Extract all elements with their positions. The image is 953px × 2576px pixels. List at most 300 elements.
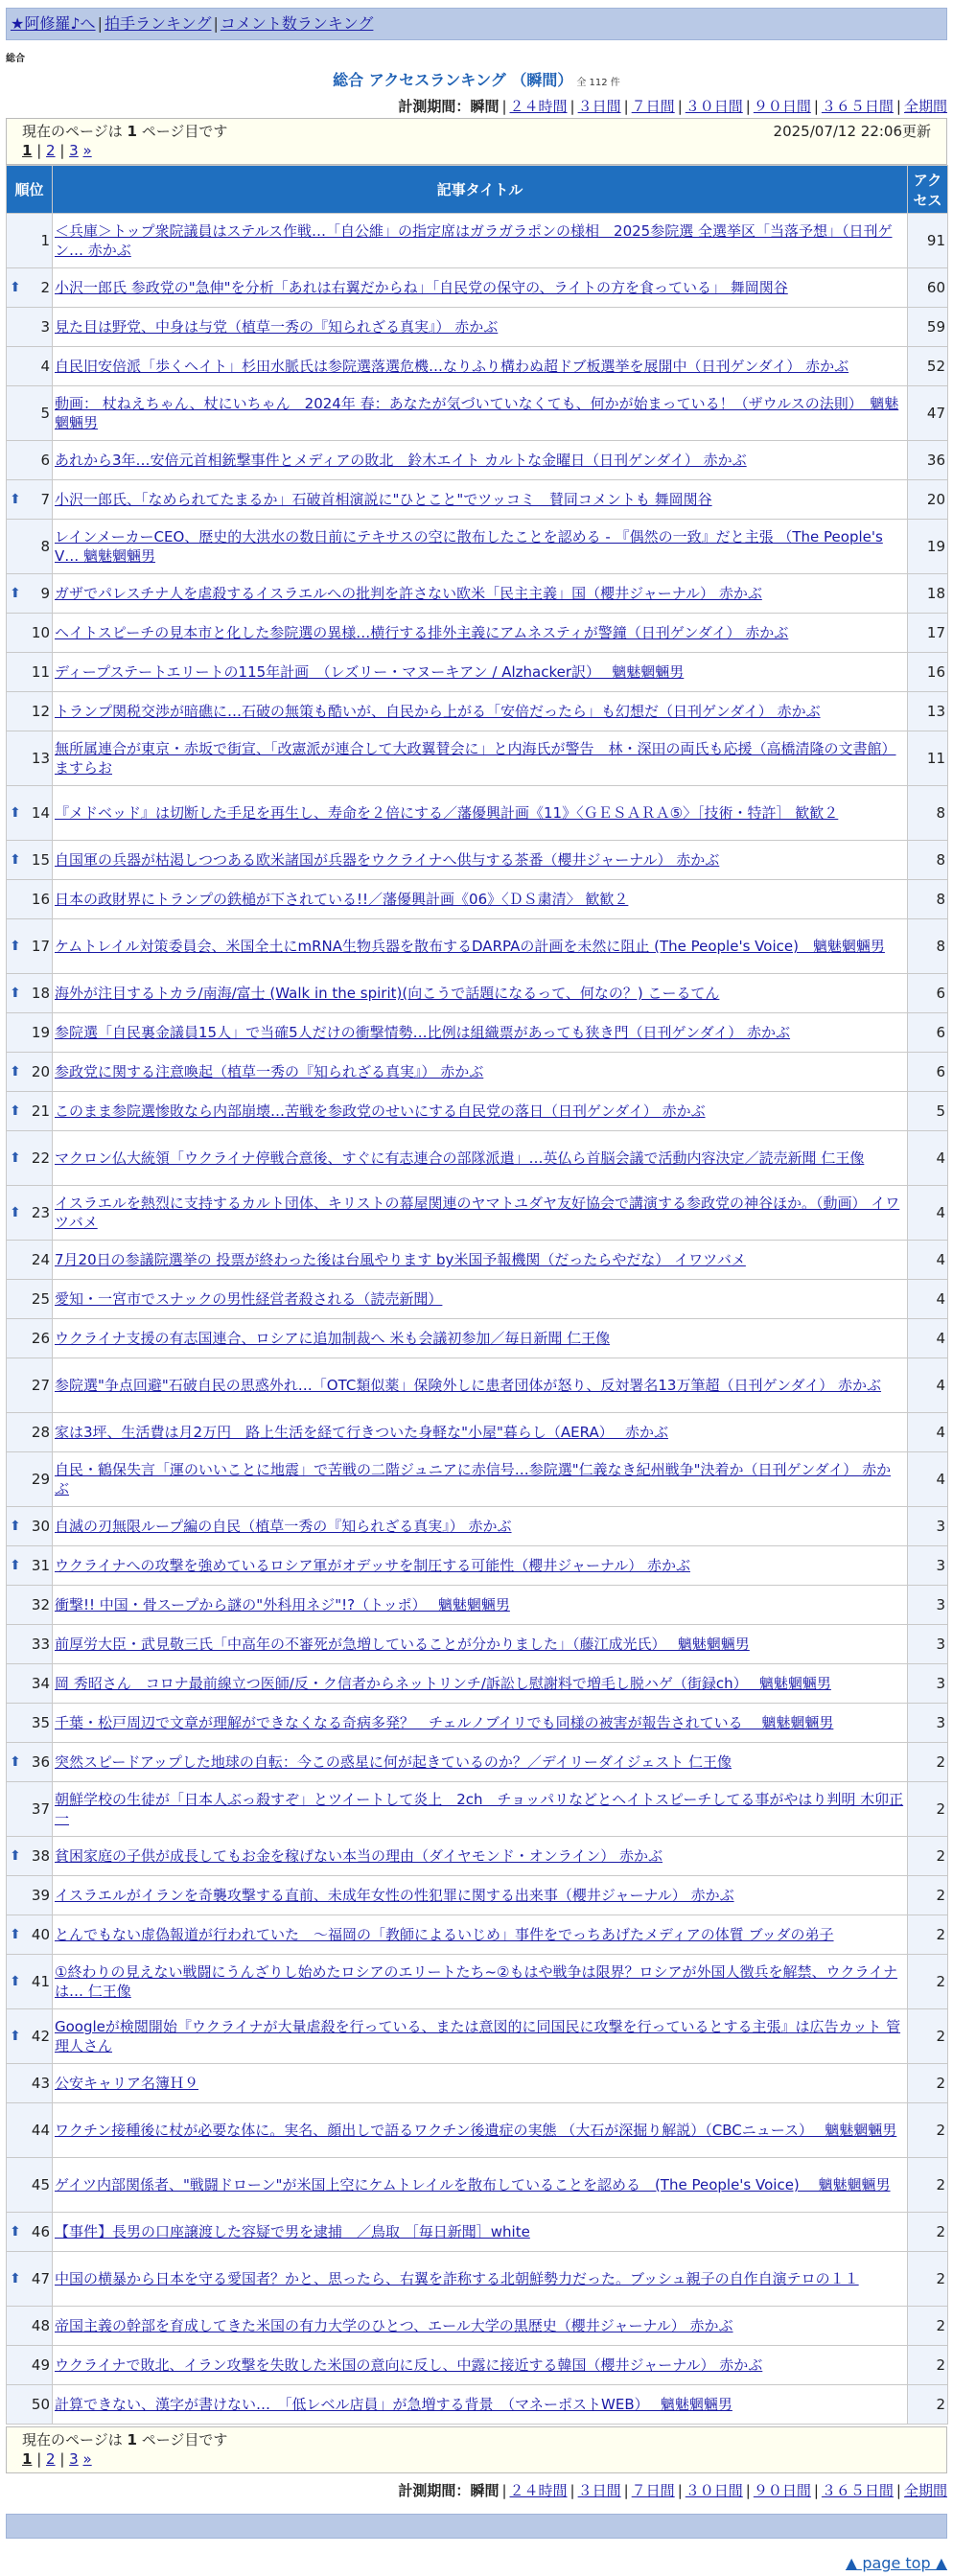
- article-link[interactable]: 自民旧安倍派「歩くヘイト」杉田水脈氏は参院選落選危機…なりふり構わぬ超ドブ板選挙を展開中（日刊ゲンダイ） 赤かぶ: [55, 358, 849, 375]
- article-link[interactable]: 【事件】長男の口座譲渡した容疑で男を逮捕 ／鳥取 ［毎日新聞］white: [55, 2223, 530, 2240]
- up-arrow-icon: ⬆: [10, 805, 21, 821]
- access-count: 2: [908, 1782, 948, 1837]
- article-link[interactable]: ウクライナで敗北、イラン攻撃を失敗した米国の意向に反し、中露に接近する韓国（櫻井ジャーナル） 赤かぶ: [55, 2356, 763, 2374]
- title-cell: [53, 1955, 908, 2009]
- up-arrow-icon: ⬆: [10, 1519, 21, 1534]
- article-link[interactable]: ＜兵庫＞トップ衆院議員はステルス作戦…「自公維」の指定席はガラガラポンの様相 2025参院選 全選挙区「当落予想」（日刊ゲン… 赤かぶ: [55, 222, 893, 259]
- period-separator: |: [745, 98, 751, 115]
- access-count: 59: [908, 308, 948, 347]
- rank-cell: [7, 2103, 53, 2158]
- rank-number: 19: [31, 1024, 50, 1041]
- title-cell: [53, 2158, 908, 2213]
- access-count: 2: [908, 1915, 948, 1955]
- period-link-2[interactable]: ７日間: [631, 2482, 675, 2499]
- table-row: [7, 1452, 948, 1507]
- page-link-2[interactable]: 2: [46, 2450, 56, 2468]
- article-link[interactable]: とんでもない虚偽報道が行われていた ～福岡の「教師によるいじめ」事件をでっちあげたメディアの体質 ブッダの弟子: [55, 1926, 834, 1943]
- rank-cell: [7, 268, 53, 308]
- access-count: 3: [908, 1704, 948, 1743]
- rank-cell: [7, 2252, 53, 2307]
- up-arrow-icon: ⬆: [10, 1848, 21, 1864]
- table-row: [7, 1915, 948, 1955]
- page-link-3[interactable]: 3: [69, 2450, 79, 2468]
- rank-cell: [7, 386, 53, 441]
- rank-number: 42: [31, 2028, 50, 2045]
- title-cell: [53, 1319, 908, 1358]
- period-separator: |: [677, 98, 683, 115]
- period-separator: |: [813, 98, 819, 115]
- title-cell: [53, 1013, 908, 1053]
- article-link[interactable]: 日本の政財界にトランプの鉄槌が下されている!!／藩優興計画《06》〈ＤＳ粛清〉 歓歓２: [55, 891, 629, 908]
- table-row: [7, 1664, 948, 1704]
- rank-number: 32: [31, 1596, 50, 1613]
- title-cell: [53, 480, 908, 520]
- current-page-text: 現在のページは 1 ページ目です: [22, 123, 228, 140]
- article-link[interactable]: 衝撃!! 中国・骨スープから謎の"外科用ネジ"!?（トッポ） 魑魅魍魎男: [55, 1596, 510, 1613]
- rank-number: 13: [31, 750, 50, 767]
- page-link-1[interactable]: 1: [22, 2450, 33, 2468]
- article-link[interactable]: イスラエルがイランを奇襲攻撃する直前、未成年女性の性犯罪に関する出来事（櫻井ジャーナル） 赤かぶ: [55, 1887, 734, 1904]
- access-count: 2: [908, 2064, 948, 2103]
- table-row: [7, 308, 948, 347]
- item-count: 全 112 件: [576, 78, 620, 88]
- period-separator: |: [569, 2482, 575, 2499]
- article-link[interactable]: トランプ関税交渉が暗礁に…石破の無策も酷いが、自民から上がる「安倍だったら」も幻想だ（日刊ゲンダイ） 赤かぶ: [55, 703, 821, 720]
- access-count: 4: [908, 1452, 948, 1507]
- rank-cell: [7, 2213, 53, 2252]
- page-link-3[interactable]: 3: [69, 142, 79, 159]
- rank-number: 21: [31, 1102, 50, 1120]
- table-row: [7, 1837, 948, 1876]
- rank-number: 46: [31, 2223, 50, 2240]
- period-link-5[interactable]: ３６５日間: [821, 2482, 894, 2499]
- rank-cell: [7, 1915, 53, 1955]
- rank-number: 6: [40, 452, 50, 469]
- access-count: 6: [908, 1053, 948, 1092]
- table-row: [7, 2346, 948, 2385]
- title-cell: [53, 347, 908, 386]
- nav-clap-ranking-link[interactable]: 拍手ランキング: [104, 14, 212, 33]
- article-link[interactable]: 愛知・一宮市でスナックの男性経営者殺される（読売新聞）: [55, 1290, 443, 1308]
- page-separator: |: [32, 142, 47, 159]
- table-row: [7, 2385, 948, 2425]
- article-link[interactable]: 自滅の刃無限ループ編の自民（植草一秀の『知られざる真実』） 赤かぶ: [55, 1518, 512, 1535]
- page-link-1[interactable]: 1: [22, 142, 33, 159]
- article-link[interactable]: 家は3坪、生活費は月2万円 路上生活を経て行きついた身軽な"小屋"暮らし（AERA） 赤かぶ: [55, 1424, 668, 1441]
- article-link[interactable]: ケムトレイル対策委員会、米国全土にmRNA生物兵器を散布するDARPAの計画を未然に阻止 (The People's Voice) 魑魅魍魎男: [55, 938, 885, 955]
- title-cell: [53, 1280, 908, 1319]
- rank-cell: [7, 480, 53, 520]
- article-link[interactable]: マクロン仏大統領「ウクライナ停戦合意後、すぐに有志連合の部隊派遣」…英仏ら首脳会議で活動内容決定／読売新聞 仁王像: [55, 1149, 865, 1167]
- period-link-6[interactable]: 全期間: [903, 2482, 947, 2499]
- access-count: 2: [908, 2103, 948, 2158]
- table-row: [7, 480, 948, 520]
- up-arrow-icon: ⬆: [10, 2029, 21, 2044]
- table-row: [7, 880, 948, 919]
- rank-number: 5: [40, 405, 50, 422]
- period-selector: [6, 97, 947, 116]
- table-row: [7, 2009, 948, 2064]
- table-row: [7, 268, 948, 308]
- page-separator: |: [55, 142, 70, 159]
- title-cell: [53, 308, 908, 347]
- up-arrow-icon: ⬆: [10, 939, 21, 954]
- title-cell: [53, 1586, 908, 1625]
- article-link[interactable]: 参政党に関する注意喚起（植草一秀の『知られざる真実』） 赤かぶ: [55, 1063, 484, 1080]
- rank-cell: [7, 2346, 53, 2385]
- nav-home-link[interactable]: ★阿修羅♪へ: [11, 14, 96, 33]
- top-navigation: [6, 8, 947, 40]
- pagination-box-bottom: [6, 2426, 947, 2473]
- title-cell: [53, 786, 908, 841]
- title-cell: [53, 1704, 908, 1743]
- period-link-3[interactable]: ３０日間: [685, 2482, 743, 2499]
- rank-cell: [7, 974, 53, 1013]
- access-count: 4: [908, 1186, 948, 1241]
- rank-number: 34: [31, 1675, 50, 1692]
- up-arrow-icon: ⬆: [10, 1974, 21, 1989]
- page-top-link[interactable]: ▲ page top ▲: [845, 2554, 947, 2572]
- rank-cell: [7, 1955, 53, 2009]
- nav-separator: |: [97, 14, 103, 33]
- article-link[interactable]: あれから3年…安倍元首相銃撃事件とメディアの敗北 鈴木エイト カルトな金曜日（日刊ゲンダイ） 赤かぶ: [55, 452, 747, 469]
- title-cell: [53, 2307, 908, 2346]
- up-arrow-icon: ⬆: [10, 1754, 21, 1770]
- table-row: [7, 1092, 948, 1131]
- article-link[interactable]: 計算できない、漢字が書けない… 「低レベル店員」が急増する背景 （マネーポストWEB） 魑魅魍魎男: [55, 2396, 732, 2413]
- rank-number: 28: [31, 1424, 50, 1441]
- title-cell: [53, 692, 908, 731]
- pagination-box-top: [6, 118, 947, 165]
- page: [6, 0, 947, 2576]
- article-link[interactable]: 朝鮮学校の生徒が「日本人ぶっ殺すぞ」とツイートして炎上 2ch チョッパリなどとヘイトスピーチしてる事がやはり判明 木卯正一: [55, 1791, 904, 1827]
- title-cell: [53, 2103, 908, 2158]
- access-count: 2: [908, 1955, 948, 2009]
- access-count: 36: [908, 441, 948, 480]
- table-row: [7, 347, 948, 386]
- period-label: 計測期間：: [398, 98, 471, 115]
- title-cell: [53, 574, 908, 614]
- rank-cell: [7, 1280, 53, 1319]
- title-cell: [53, 520, 908, 574]
- period-link-0[interactable]: ２４時間: [509, 98, 568, 115]
- table-row: [7, 386, 948, 441]
- title-cell: [53, 2252, 908, 2307]
- period-current: 瞬間: [470, 98, 500, 115]
- article-link[interactable]: 『メドベッド』は切断した手足を再生し、寿命を２倍にする／藩優興計画《11》〈ＧＥＳＡＲＡ⑤〉［技術・特許］ 歓歓２: [55, 804, 839, 822]
- period-separator: |: [623, 98, 629, 115]
- rank-cell: [7, 2158, 53, 2213]
- article-link[interactable]: ウクライナへの攻撃を強めているロシア軍がオデッサを制圧する可能性（櫻井ジャーナル） 赤かぶ: [55, 1557, 690, 1574]
- period-link-1[interactable]: ３日間: [577, 98, 621, 115]
- article-link[interactable]: 貧困家庭の子供が成長してもお金を稼げない本当の理由（ダイヤモンド・オンライン） 赤かぶ: [55, 1847, 663, 1865]
- rank-cell: [7, 214, 53, 268]
- rank-cell: [7, 1452, 53, 1507]
- article-link[interactable]: ワクチン接種後に杖が必要な体に。実名、顔出しで語るワクチン後遺症の実態 （大石が深掘り解説）（CBCニュース） 魑魅魍魎男: [55, 2122, 897, 2139]
- article-link[interactable]: 千葉・松戸周辺で文章が理解ができなくなる奇病多発？ チェルノブイリでも同様の被害が報告されている 魑魅魍魎男: [55, 1714, 834, 1731]
- table-row: [7, 919, 948, 974]
- article-link[interactable]: イスラエルを熱烈に支持するカルト団体、キリストの幕屋関連のヤマトユダヤ友好協会で講演する参政党の神谷ほか。（動画） イワツバメ: [55, 1195, 900, 1231]
- table-row: [7, 1413, 948, 1452]
- period-separator: |: [745, 2482, 751, 2499]
- title-cell: [53, 614, 908, 653]
- access-count: 3: [908, 1586, 948, 1625]
- up-arrow-icon: ⬆: [10, 1064, 21, 1079]
- access-count: 4: [908, 1358, 948, 1413]
- rank-number: 18: [31, 985, 50, 1002]
- up-arrow-icon: ⬆: [10, 2224, 21, 2239]
- up-arrow-icon: ⬆: [10, 586, 21, 601]
- rank-number: 17: [31, 938, 50, 955]
- access-count: 20: [908, 480, 948, 520]
- nav-separator: |: [213, 14, 219, 33]
- period-separator: |: [501, 2482, 507, 2499]
- title-cell: [53, 2385, 908, 2425]
- article-link[interactable]: 動画： 杖ねえちゃん、杖にいちゃん 2024年 春：あなたが気づいていなくても、何かが始まっている！（ザウルスの法則） 魑魅魍魎男: [55, 395, 899, 431]
- table-row: [7, 1704, 948, 1743]
- table-row: [7, 1782, 948, 1837]
- article-link[interactable]: 海外が注目するトカラ/南海/富士 (Walk in the spirit)(向こうで話題になるって、何なの？) こーるてん: [55, 985, 720, 1002]
- rank-cell: [7, 1837, 53, 1876]
- article-link[interactable]: 小沢一郎氏、「なめられてたまるか」石破首相演説に"ひとこと"でツッコミ 賛同コメントも 舞岡関谷: [55, 491, 712, 508]
- table-row: [7, 1241, 948, 1280]
- rank-number: 15: [31, 851, 50, 869]
- title-cell: [53, 919, 908, 974]
- page-top-area: [6, 2554, 947, 2576]
- table-row: [7, 692, 948, 731]
- rank-cell: [7, 1186, 53, 1241]
- page-links: [22, 141, 931, 160]
- table-row: [7, 214, 948, 268]
- up-arrow-icon: ⬆: [10, 852, 21, 868]
- rank-cell: [7, 2064, 53, 2103]
- period-link-5[interactable]: ３６５日間: [821, 98, 894, 115]
- rank-cell: [7, 731, 53, 786]
- rank-cell: [7, 2009, 53, 2064]
- period-link-4[interactable]: ９０日間: [753, 2482, 811, 2499]
- rank-cell: [7, 1586, 53, 1625]
- access-count: 2: [908, 2252, 948, 2307]
- article-link[interactable]: ①終わりの見えない戦闘にうんざりし始めたロシアのエリートたち~②もはや戦争は限界？ロシアが外国人徴兵を解禁、ウクライナは… 仁王像: [55, 1963, 898, 2000]
- up-arrow-icon: ⬆: [10, 1150, 21, 1166]
- up-arrow-icon: ⬆: [10, 986, 21, 1001]
- article-link[interactable]: 岡 秀昭さん コロナ最前線立つ医師/反・ク信者からネットリンチ/訴訟し慰謝料で増毛し脱ハゲ（街録ch） 魑魅魍魎男: [55, 1675, 831, 1692]
- title-cell: [53, 1413, 908, 1452]
- rank-header: 順位: [7, 166, 53, 214]
- rank-cell: [7, 1013, 53, 1053]
- article-link[interactable]: 小沢一郎氏 参政党の"急伸"を分析「あれは右翼だからね」「自民党の保守の、ライトの方を食っている」 舞岡関谷: [55, 279, 788, 296]
- article-link[interactable]: 自国軍の兵器が枯渇しつつある欧米諸国が兵器をウクライナへ供与する茶番（櫻井ジャーナル） 赤かぶ: [55, 851, 720, 869]
- article-link[interactable]: 参院選「自民裏金議員15人」で当確5人だけの衝撃情勢…比例は組織票があっても狭き門（日刊ゲンダイ） 赤かぶ: [55, 1024, 791, 1041]
- access-count: 2: [908, 1837, 948, 1876]
- period-separator: |: [623, 2482, 629, 2499]
- rank-number: 38: [31, 1847, 50, 1865]
- title-cell: [53, 1241, 908, 1280]
- period-link-1[interactable]: ３日間: [577, 2482, 621, 2499]
- article-link[interactable]: このまま参院選惨敗なら内部崩壊…苦戦を参政党のせいにする自民党の落日（日刊ゲンダイ） 赤かぶ: [55, 1102, 706, 1120]
- title-cell: [53, 1782, 908, 1837]
- title-cell: [53, 1876, 908, 1915]
- table-row: [7, 441, 948, 480]
- table-row: [7, 1507, 948, 1546]
- rank-cell: [7, 1131, 53, 1186]
- rank-number: 39: [31, 1887, 50, 1904]
- rank-cell: [7, 653, 53, 692]
- access-count: 8: [908, 786, 948, 841]
- article-link[interactable]: 公安キャリア名簿Ｈ９: [55, 2075, 199, 2092]
- title-cell: [53, 974, 908, 1013]
- rank-number: 44: [31, 2122, 50, 2139]
- article-link[interactable]: 見た目は野党、中身は与党（植草一秀の『知られざる真実』） 赤かぶ: [55, 318, 499, 336]
- table-row: [7, 1358, 948, 1413]
- access-count: 4: [908, 1131, 948, 1186]
- rank-cell: [7, 1053, 53, 1092]
- access-count: 4: [908, 1241, 948, 1280]
- article-link[interactable]: 無所属連合が東京・赤坂で街宣、「改憲派が連合して大政翼賛会に」と内海氏が警告 林・深田の両氏も応援（高橋清隆の文書館） ますらお: [55, 740, 896, 777]
- access-count: 2: [908, 2158, 948, 2213]
- rank-number: 26: [31, 1330, 50, 1347]
- article-link[interactable]: 帝国主義の幹部を育成してきた米国の有力大学のひとつ、エール大学の黒歴史（櫻井ジャーナル） 赤かぶ: [55, 2317, 733, 2334]
- rank-number: 12: [31, 703, 50, 720]
- access-count: 3: [908, 1507, 948, 1546]
- access-count: 17: [908, 614, 948, 653]
- title-cell: [53, 2213, 908, 2252]
- up-arrow-icon: ⬆: [10, 492, 21, 507]
- table-row: [7, 1743, 948, 1782]
- table-row: [7, 841, 948, 880]
- access-count: 2: [908, 2009, 948, 2064]
- table-row: [7, 1955, 948, 2009]
- rank-number: 2: [40, 279, 50, 296]
- period-link-2[interactable]: ７日間: [631, 98, 675, 115]
- article-link[interactable]: 自民・鶴保失言「運のいいことに地震」で苦戦の二階ジュニアに赤信号…参院選"仁義なき紀州戦争"決着か（日刊ゲンダイ） 赤かぶ: [55, 1461, 892, 1497]
- title-cell: [53, 2009, 908, 2064]
- rank-cell: [7, 614, 53, 653]
- article-link[interactable]: レインメーカーCEO、歴史的大洪水の数日前にテキサスの空に散布したことを認める - 『偶然の一致』だと主張 （The People's V… 魑魅魍魎男: [55, 528, 883, 565]
- rank-cell: [7, 880, 53, 919]
- page-link-2[interactable]: 2: [46, 142, 56, 159]
- rank-number: 22: [31, 1149, 50, 1167]
- access-count: 3: [908, 1625, 948, 1664]
- rank-cell: [7, 574, 53, 614]
- access-header: アク セス: [908, 166, 948, 214]
- rank-number: 35: [31, 1714, 50, 1731]
- table-row: [7, 1876, 948, 1915]
- current-page-text: 現在のページは 1 ページ目です: [22, 2431, 228, 2448]
- period-separator: |: [895, 98, 901, 115]
- rank-number: 1: [40, 232, 50, 249]
- nav-comment-ranking-link[interactable]: コメント数ランキング: [220, 14, 374, 33]
- access-count: 19: [908, 520, 948, 574]
- period-link-0[interactable]: ２４時間: [509, 2482, 568, 2499]
- rank-number: 9: [40, 585, 50, 602]
- period-separator: |: [569, 98, 575, 115]
- up-arrow-icon: ⬆: [10, 2271, 21, 2286]
- period-link-4[interactable]: ９０日間: [753, 98, 811, 115]
- next-page-link[interactable]: »: [82, 2450, 92, 2468]
- access-count: 2: [908, 1743, 948, 1782]
- table-row: [7, 2064, 948, 2103]
- article-link[interactable]: 突然スピードアップした地球の自転：今この惑星に何が起きているのか？／デイリーダイジェスト 仁王像: [55, 1753, 732, 1771]
- title-cell: [53, 880, 908, 919]
- rank-cell: [7, 1092, 53, 1131]
- rank-number: 20: [31, 1063, 50, 1080]
- title-header: 記事タイトル: [53, 166, 908, 214]
- title-cell: [53, 1092, 908, 1131]
- article-link[interactable]: 参院選"争点回避"石破自民の思惑外れ…「OTC類似薬」保険外しに患者団体が怒り、反対署名13万筆超（日刊ゲンダイ） 赤かぶ: [55, 1377, 882, 1394]
- rank-cell: [7, 308, 53, 347]
- title-cell: [53, 1664, 908, 1704]
- rank-cell: [7, 692, 53, 731]
- page-separator: |: [55, 2450, 70, 2468]
- access-count: 47: [908, 386, 948, 441]
- rank-number: 16: [31, 891, 50, 908]
- rank-cell: [7, 1507, 53, 1546]
- category-tag: 総合: [6, 54, 25, 64]
- rank-cell: [7, 2385, 53, 2425]
- table-row: [7, 1186, 948, 1241]
- article-link[interactable]: Googleが検閲開始『ウクライナが大量虐殺を行っている、または意図的に同国民に攻撃を行っているとする主張』は広告カット 管理人さん: [55, 2018, 901, 2054]
- article-link[interactable]: 中国の横暴から日本を守る愛国者？かと、思ったら、右翼を詐称する北朝鮮勢力だった。ブッシュ親子の自作自演テロの１１: [55, 2270, 859, 2287]
- rank-number: 8: [40, 538, 50, 555]
- access-count: 8: [908, 919, 948, 974]
- table-row: [7, 1625, 948, 1664]
- access-count: 4: [908, 1413, 948, 1452]
- title-cell: [53, 1507, 908, 1546]
- rank-cell: [7, 347, 53, 386]
- article-link[interactable]: ガザでパレスチナ人を虐殺するイスラエルへの批判を許さない欧米「民主主義」国（櫻井ジャーナル） 赤かぶ: [55, 585, 762, 602]
- rank-number: 7: [40, 491, 50, 508]
- period-link-3[interactable]: ３０日間: [685, 98, 743, 115]
- article-link[interactable]: 前厚労大臣・武見敬三氏「中高年の不審死が急増していることが分かりました」（藤江成光氏） 魑魅魍魎男: [55, 1636, 750, 1653]
- table-row: [7, 731, 948, 786]
- access-count: 60: [908, 268, 948, 308]
- rank-cell: [7, 1241, 53, 1280]
- table-row: [7, 1053, 948, 1092]
- rank-number: 23: [31, 1204, 50, 1221]
- title-cell: [53, 1837, 908, 1876]
- access-count: 8: [908, 880, 948, 919]
- title-cell: [53, 214, 908, 268]
- up-arrow-icon: ⬆: [10, 1558, 21, 1573]
- next-page-link[interactable]: »: [82, 142, 92, 159]
- rank-number: 48: [31, 2317, 50, 2334]
- rank-number: 24: [31, 1251, 50, 1268]
- access-count: 11: [908, 731, 948, 786]
- rank-number: 31: [31, 1557, 50, 1574]
- title-cell: [53, 2064, 908, 2103]
- article-link[interactable]: ヘイトスピーチの見本市と化した参院選の異様…横行する排外主義にアムネスティが警鐘（日刊ゲンダイ） 赤かぶ: [55, 624, 789, 641]
- table-row: [7, 1013, 948, 1053]
- article-link[interactable]: 7月20日の参議院選挙の 投票が終わった後は台風やります by米国予報機関（だったらやだな） イワツバメ: [55, 1251, 746, 1268]
- title-cell: [53, 731, 908, 786]
- table-row: [7, 520, 948, 574]
- period-label: 計測期間：: [398, 2482, 471, 2499]
- period-link-6[interactable]: 全期間: [903, 98, 947, 115]
- title-cell: [53, 653, 908, 692]
- table-row: [7, 1586, 948, 1625]
- up-arrow-icon: ⬆: [10, 280, 21, 295]
- access-count: 13: [908, 692, 948, 731]
- rank-cell: [7, 1743, 53, 1782]
- article-link[interactable]: ウクライナ支援の有志国連合、ロシアに追加制裁へ 米も会議初参加／毎日新聞 仁王像: [55, 1330, 611, 1347]
- article-link[interactable]: ゲイツ内部関係者、"戦闘ドローン"が米国上空にケムトレイルを散布していることを認める (The People's Voice) 魑魅魍魎男: [55, 2176, 891, 2193]
- article-link[interactable]: ディープステートエリートの115年計画 （レズリー・マヌーキアン / Alzhacker訳） 魑魅魍魎男: [55, 663, 685, 681]
- title-cell: [53, 1625, 908, 1664]
- rank-number: 29: [31, 1471, 50, 1488]
- table-row: [7, 1319, 948, 1358]
- title-cell: [53, 386, 908, 441]
